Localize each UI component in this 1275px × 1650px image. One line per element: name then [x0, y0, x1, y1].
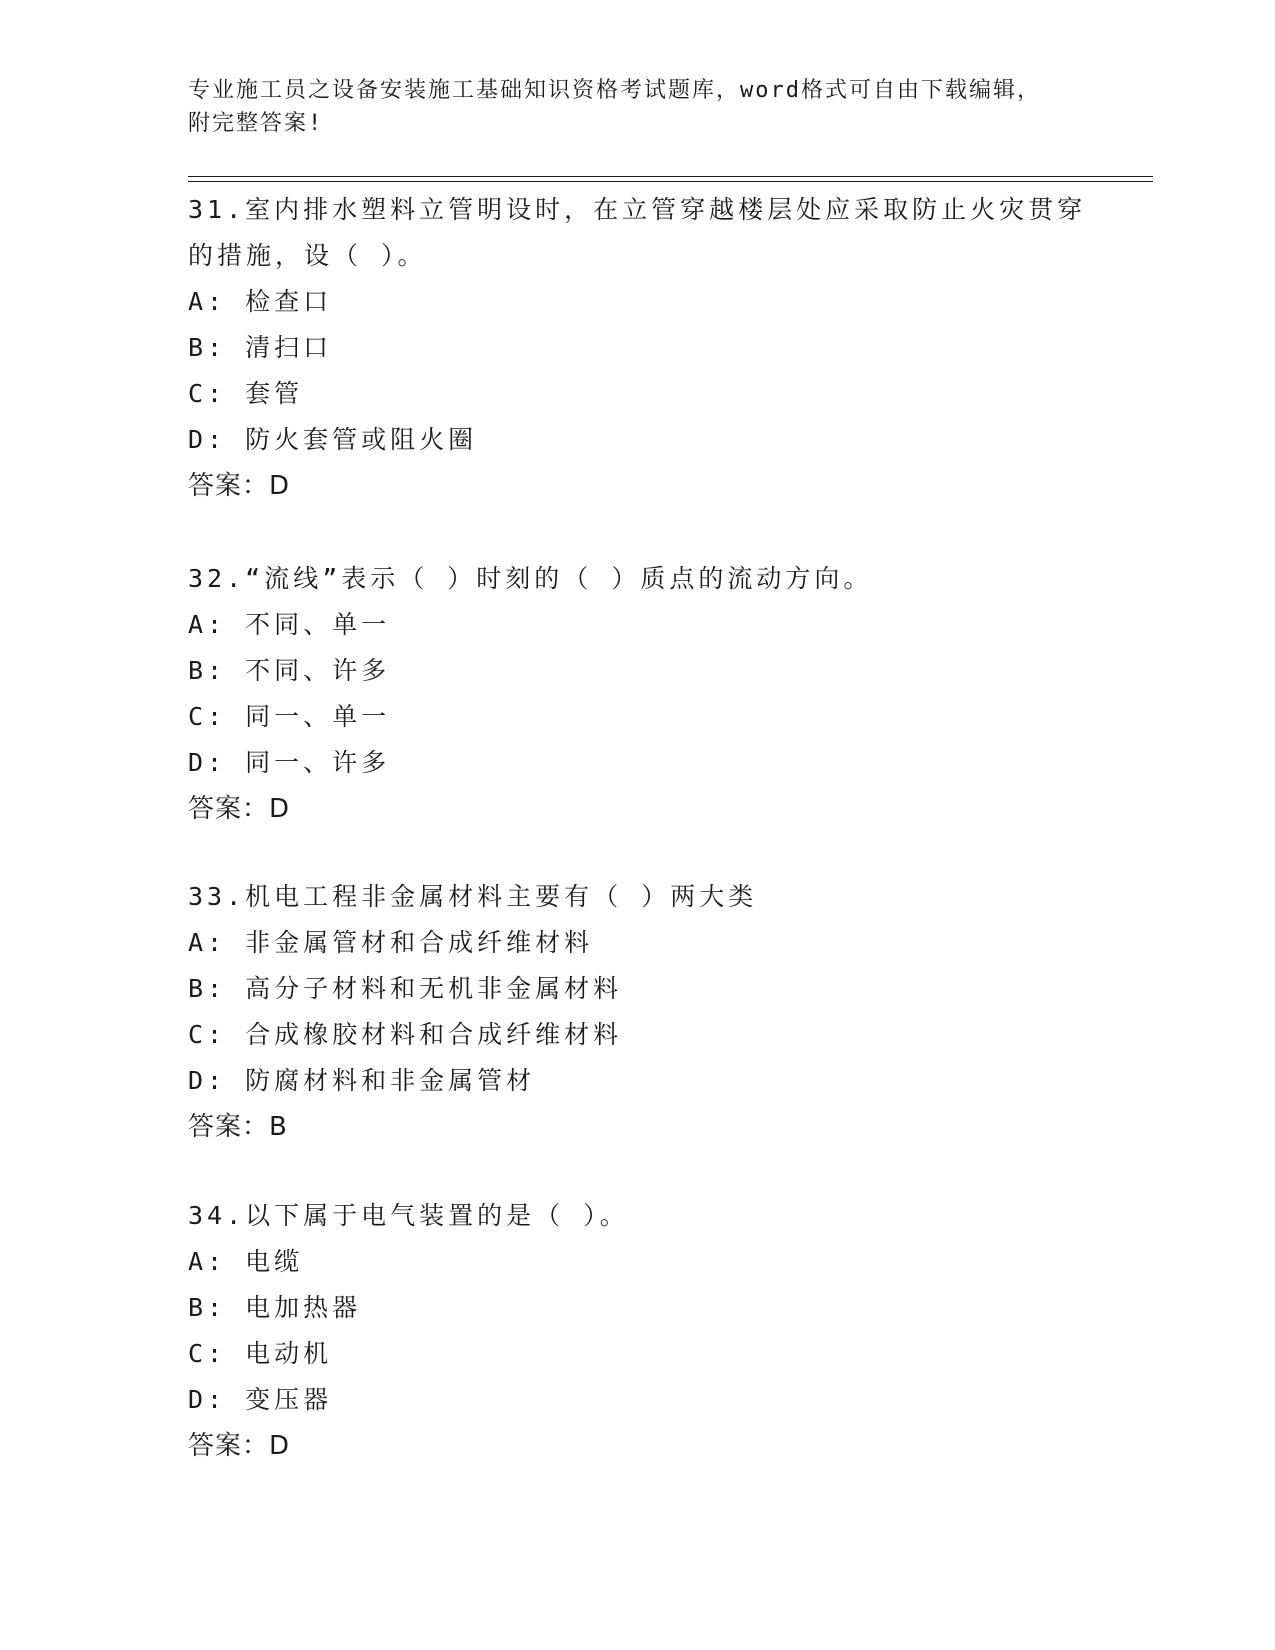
option-a: A: 不同、单一 [188, 610, 391, 639]
question-31 [188, 187, 1088, 509]
question-stem: 31.室内排水塑料立管明设时，在立管穿越楼层处应采取防止火灾贯穿 [188, 195, 1087, 224]
question-34 [188, 1193, 1088, 1469]
question-stem: 32.“流线”表示（ ）时刻的（ ）质点的流动方向。 [188, 564, 873, 593]
question-stem-continued: 的措施，设（ ）。 [188, 241, 427, 270]
option-a: A: 非金属管材和合成纤维材料 [188, 928, 594, 957]
answer-line: 答案：B [188, 1112, 288, 1142]
header-line-1: 专业施工员之设备安装施工基础知识资格考试题库，word格式可自由下载编辑， [188, 78, 1041, 103]
question-32 [188, 556, 1088, 832]
option-c: C: 合成橡胶材料和合成纤维材料 [188, 1020, 623, 1049]
answer-line: 答案：D [188, 1431, 291, 1461]
option-b: B: 电加热器 [188, 1293, 362, 1322]
option-c: C: 套管 [188, 379, 304, 408]
question-33 [188, 874, 1088, 1150]
header-line-2: 附完整答案! [188, 111, 324, 136]
option-c: C: 电动机 [188, 1339, 333, 1368]
option-a: A: 电缆 [188, 1247, 304, 1276]
option-b: B: 高分子材料和无机非金属材料 [188, 974, 623, 1003]
option-d: D: 变压器 [188, 1385, 333, 1414]
header-divider-bottom [188, 181, 1153, 182]
answer-line: 答案：D [188, 794, 291, 824]
question-stem: 33.机电工程非金属材料主要有（ ）两大类 [188, 882, 758, 911]
question-stem: 34.以下属于电气装置的是（ ）。 [188, 1201, 629, 1230]
option-b: B: 不同、许多 [188, 656, 391, 685]
header-divider-top [188, 176, 1153, 177]
option-d: D: 同一、许多 [188, 748, 391, 777]
option-b: B: 清扫口 [188, 333, 333, 362]
option-c: C: 同一、单一 [188, 702, 391, 731]
option-d: D: 防火套管或阻火圈 [188, 425, 478, 454]
option-a: A: 检查口 [188, 287, 333, 316]
answer-line: 答案：D [188, 471, 291, 501]
document-header [188, 74, 1088, 140]
option-d: D: 防腐材料和非金属管材 [188, 1066, 536, 1095]
